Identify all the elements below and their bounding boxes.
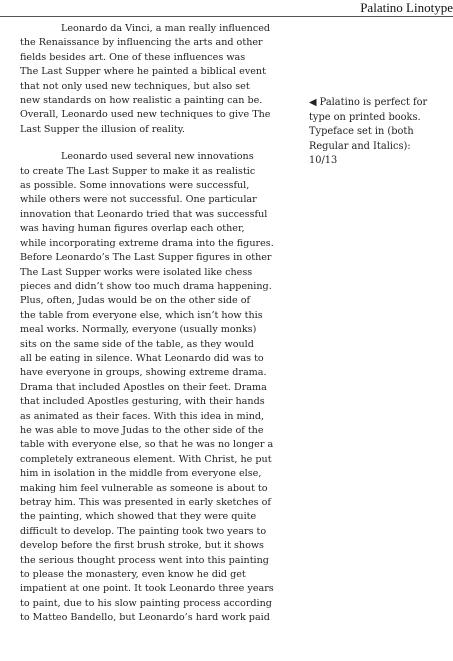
side-note-line: Palatino is perfect for [319,97,428,108]
side-note-line: Regular and Italics): [309,140,411,152]
body-line: as possible. Some innovations were successful, [20,180,250,192]
body-line: the serious thought process went into this painting [20,554,269,566]
side-note-line: 10/13 [309,155,338,167]
body-line: Last Supper the illusion of reality. [20,123,185,135]
body-line: meal works. Normally, everyone (usually monks) [20,324,257,336]
body-line: that included Apostles gesturing, with their hands [20,396,265,408]
body-line: to Matteo Bandello, but Leonardo’s hard work paid [20,612,270,624]
body-line: table with everyone else, so that he was no longer a [20,439,274,451]
body-line: have everyone in groups, showing extreme drama. [20,367,267,379]
paragraph-intro [20,22,282,137]
body-line: all be eating in silence. What Leonardo did was to [20,352,264,364]
body-line: innovation that Leonardo tried that was successful [20,208,268,220]
body-line: him in isolation in the middle from everyone else, [20,468,262,480]
body-line: betray him. This was presented in early sketches of [20,497,271,508]
side-note-line: Typeface set in (both [309,126,414,138]
body-line: as animated as their faces. With this idea in mind, [20,410,265,422]
body-line: to paint, due to his slow painting process according [20,597,272,609]
body-line: was having human figures overlap each other, [20,223,245,235]
body-line: the painting, which showed that they were quite [20,511,257,523]
essay-body [20,22,282,639]
body-line: Drama that included Apostles on their feet. Drama [20,381,267,393]
body-line: to please the monastery, even know he did get [20,569,246,581]
body-line: the Renaissance by influencing the arts and other [20,37,263,49]
body-line: new standards on how realistic a painting can be. [20,95,263,107]
body-line: develop before the first brush stroke, but it shows [20,540,264,552]
body-line: to create The Last Supper to make it as realistic [20,165,256,177]
typeface-side-note [309,96,449,169]
body-line: Plus, often, Judas would be on the other side of [20,295,251,307]
arrow-left-icon: ◀ [309,97,317,108]
body-line: Before Leonardo’s The Last Supper figures in other [20,252,272,264]
paragraph-innovations [20,150,282,625]
body-line: Overall, Leonardo used new techniques to give The [20,109,271,121]
side-note-line: type on printed books. [309,111,421,123]
body-line: he was able to move Judas to the other side of the [20,424,264,436]
body-line: difficult to develop. The painting took two years to [20,525,267,537]
top-header-bar [0,0,453,17]
body-line: completely extraneous element. With Christ, he put [20,453,272,465]
body-line: The Last Supper works were isolated like chess [20,266,253,278]
body-line: fields besides art. One of these influences was [20,51,246,63]
body-line: while others were not successful. One particular [20,194,257,206]
body-line: the table from everyone else, which isn’t how this [20,309,263,321]
body-line: Leonardo da Vinci, a man really influenced [61,23,271,34]
body-line: while incorporating extreme drama into the figures. [20,237,274,249]
body-line: pieces and didn’t show too much drama happening. [20,280,272,292]
body-line: impatient at one point. It took Leonardo three years [20,583,274,595]
body-line: that not only used new techniques, but also set [20,80,250,92]
font-name-label: Palatino Linotype [360,0,453,15]
body-line: Leonardo used several new innovations [61,151,254,163]
body-line: sits on the same side of the table, as they would [20,338,254,350]
body-line: The Last Supper where he painted a biblical event [20,66,266,78]
body-line: making him feel vulnerable as someone is about to [20,482,268,494]
